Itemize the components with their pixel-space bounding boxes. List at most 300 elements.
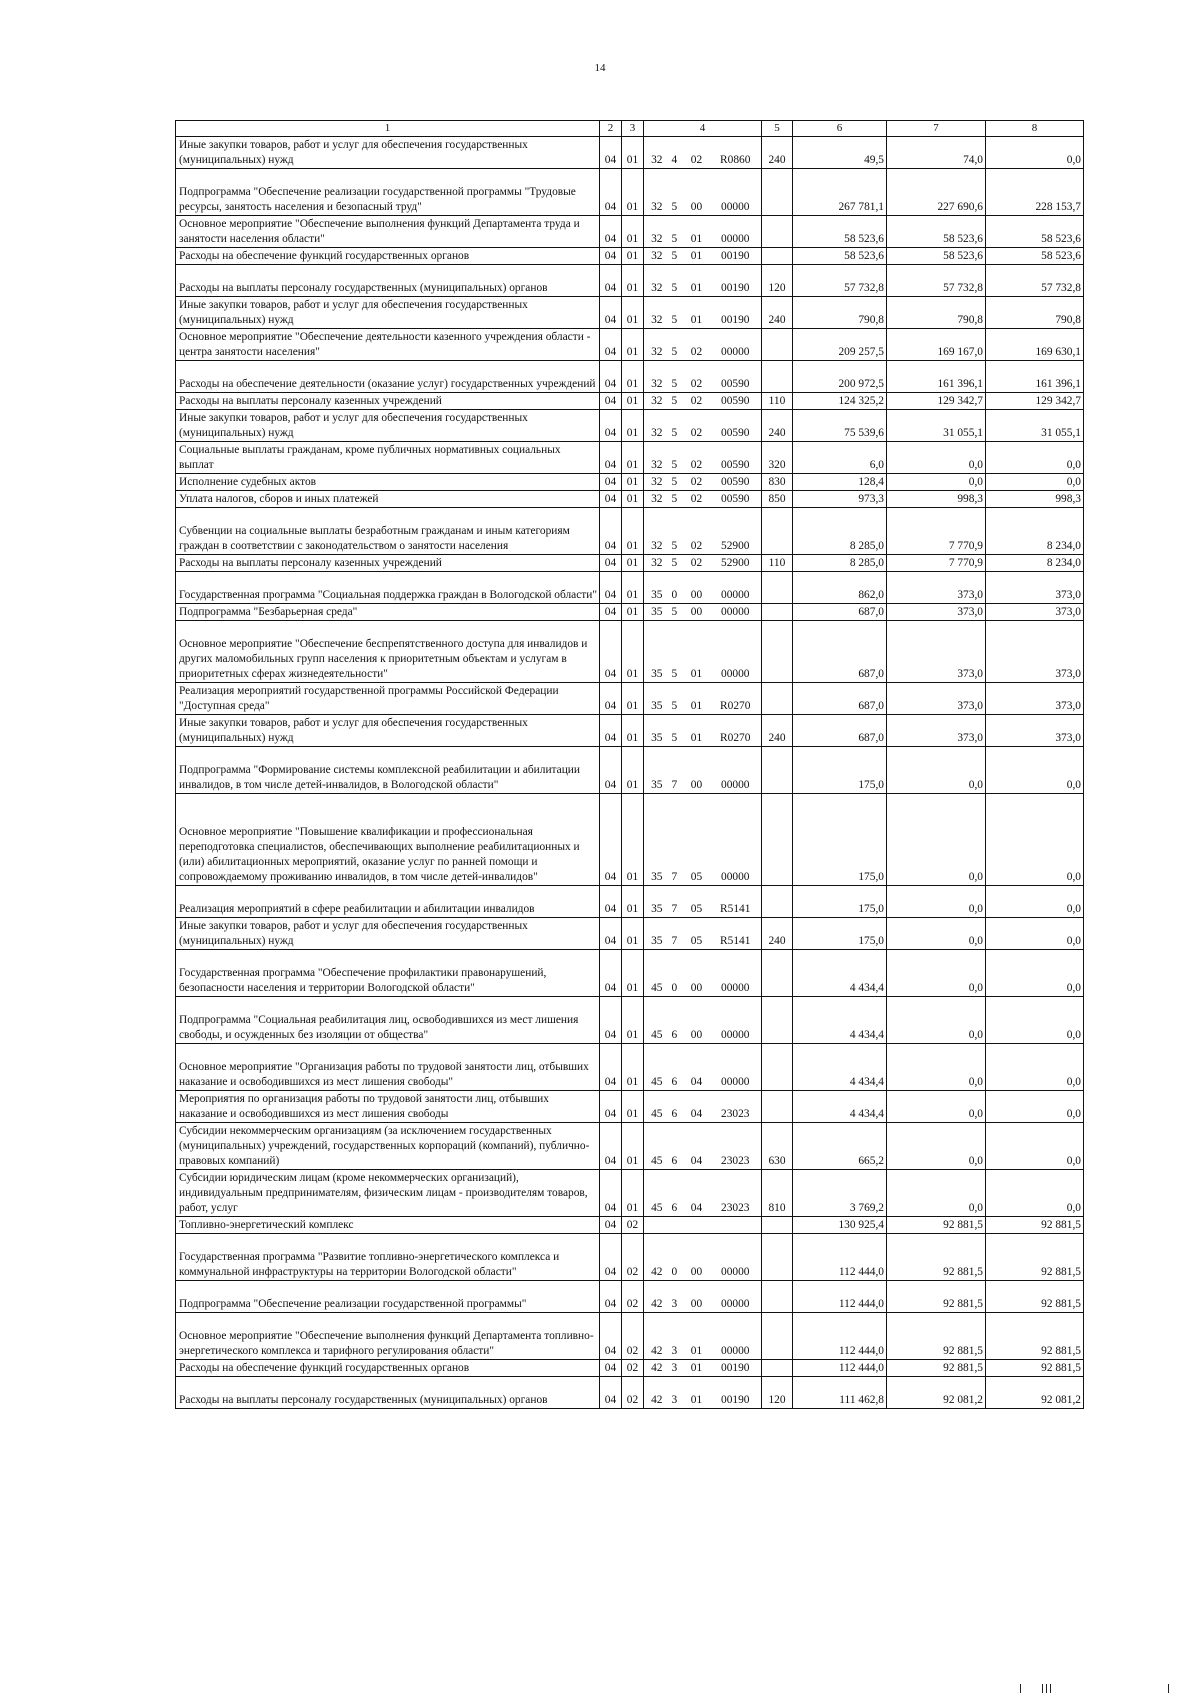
section-code: 01 xyxy=(622,1044,644,1091)
amount-year-1: 665,2 xyxy=(793,1123,887,1170)
section-code: 01 xyxy=(622,794,644,886)
subprogram-code: 7 xyxy=(668,747,684,794)
direction-code: 00000 xyxy=(710,604,762,621)
subprogram-code: 6 xyxy=(668,1091,684,1123)
amount-year-1: 112 444,0 xyxy=(793,1281,887,1313)
amount-year-3: 31 055,1 xyxy=(986,410,1084,442)
section-code: 02 xyxy=(622,1313,644,1360)
subprogram-code: 7 xyxy=(668,918,684,950)
amount-year-2: 373,0 xyxy=(887,715,986,747)
row-name: Основное мероприятие "Обеспечение выполнения функций Департамента труда и занятости населения области" xyxy=(176,216,600,248)
subprogram-code: 5 xyxy=(668,604,684,621)
amount-year-1: 124 325,2 xyxy=(793,393,887,410)
subprogram-code: 5 xyxy=(668,169,684,216)
scan-corner-marks xyxy=(1020,1683,1170,1693)
expense-type-code xyxy=(762,794,793,886)
amount-year-2: 0,0 xyxy=(887,474,986,491)
program-code: 45 xyxy=(644,1170,668,1217)
table-row xyxy=(176,329,1084,361)
amount-year-1: 49,5 xyxy=(793,137,887,169)
subprogram-code: 5 xyxy=(668,265,684,297)
activity-code: 00 xyxy=(684,997,710,1044)
expense-type-code xyxy=(762,248,793,265)
expense-type-code: 120 xyxy=(762,265,793,297)
amount-year-3: 790,8 xyxy=(986,297,1084,329)
section-code: 02 xyxy=(622,1281,644,1313)
section-code: 01 xyxy=(622,442,644,474)
table-row xyxy=(176,1123,1084,1170)
subprogram-code: 7 xyxy=(668,886,684,918)
section-code: 01 xyxy=(622,886,644,918)
row-name: Расходы на выплаты персоналу казенных учреждений xyxy=(176,555,600,572)
activity-code: 01 xyxy=(684,265,710,297)
section-code: 02 xyxy=(622,1234,644,1281)
amount-year-2: 74,0 xyxy=(887,137,986,169)
amount-year-1: 130 925,4 xyxy=(793,1217,887,1234)
expense-type-code xyxy=(762,508,793,555)
section-code: 02 xyxy=(622,1377,644,1409)
expense-type-code xyxy=(762,604,793,621)
expense-type-code xyxy=(762,1044,793,1091)
amount-year-1: 112 444,0 xyxy=(793,1313,887,1360)
subprogram-code: 6 xyxy=(668,1170,684,1217)
activity-code: 02 xyxy=(684,474,710,491)
subprogram-code: 6 xyxy=(668,1044,684,1091)
section-code: 01 xyxy=(622,410,644,442)
subprogram-code: 5 xyxy=(668,491,684,508)
direction-code: 00000 xyxy=(710,621,762,683)
direction-code: 00000 xyxy=(710,572,762,604)
header-cell: 3 xyxy=(622,121,644,137)
activity-code: 02 xyxy=(684,329,710,361)
row-name: Основное мероприятие "Обеспечение деятельности казенного учреждения области - центра занятости населения" xyxy=(176,329,600,361)
table-row xyxy=(176,1044,1084,1091)
program-code: 42 xyxy=(644,1281,668,1313)
section-code: 01 xyxy=(622,491,644,508)
amount-year-1: 112 444,0 xyxy=(793,1360,887,1377)
amount-year-3: 92 881,5 xyxy=(986,1234,1084,1281)
section-code: 01 xyxy=(622,621,644,683)
amount-year-3: 0,0 xyxy=(986,137,1084,169)
amount-year-3: 0,0 xyxy=(986,474,1084,491)
section-code: 02 xyxy=(622,1360,644,1377)
amount-year-1: 267 781,1 xyxy=(793,169,887,216)
chapter-code: 04 xyxy=(600,886,622,918)
direction-code: 00000 xyxy=(710,997,762,1044)
amount-year-1: 58 523,6 xyxy=(793,216,887,248)
table-row xyxy=(176,248,1084,265)
amount-year-2: 0,0 xyxy=(887,1044,986,1091)
program-code: 32 xyxy=(644,248,668,265)
amount-year-3: 0,0 xyxy=(986,1044,1084,1091)
section-code: 01 xyxy=(622,216,644,248)
amount-year-3: 58 523,6 xyxy=(986,216,1084,248)
expense-type-code xyxy=(762,747,793,794)
table-row xyxy=(176,297,1084,329)
amount-year-3: 0,0 xyxy=(986,794,1084,886)
activity-code: 00 xyxy=(684,572,710,604)
program-code: 32 xyxy=(644,491,668,508)
table-row xyxy=(176,265,1084,297)
row-name: Основное мероприятие "Обеспечение выполнения функций Департамента топливно-энергетического комплекса и тарифного регулирования области" xyxy=(176,1313,600,1360)
table-row xyxy=(176,715,1084,747)
program-code: 35 xyxy=(644,572,668,604)
amount-year-1: 687,0 xyxy=(793,715,887,747)
table-row xyxy=(176,1170,1084,1217)
direction-code: 00000 xyxy=(710,950,762,997)
section-code: 01 xyxy=(622,1123,644,1170)
amount-year-3: 92 881,5 xyxy=(986,1360,1084,1377)
amount-year-2: 0,0 xyxy=(887,997,986,1044)
direction-code: 00000 xyxy=(710,794,762,886)
expense-type-code xyxy=(762,169,793,216)
activity-code: 01 xyxy=(684,216,710,248)
amount-year-1: 175,0 xyxy=(793,886,887,918)
subprogram-code: 5 xyxy=(668,361,684,393)
row-name: Топливно-энергетический комплекс xyxy=(176,1217,600,1234)
amount-year-3: 161 396,1 xyxy=(986,361,1084,393)
program-code: 32 xyxy=(644,410,668,442)
budget-table xyxy=(175,120,1084,1409)
amount-year-1: 687,0 xyxy=(793,621,887,683)
amount-year-1: 57 732,8 xyxy=(793,265,887,297)
expense-type-code: 110 xyxy=(762,555,793,572)
direction-code: R0270 xyxy=(710,715,762,747)
chapter-code: 04 xyxy=(600,1044,622,1091)
expense-type-code xyxy=(762,683,793,715)
subprogram-code: 3 xyxy=(668,1281,684,1313)
program-code: 32 xyxy=(644,265,668,297)
chapter-code: 04 xyxy=(600,997,622,1044)
direction-code: 00000 xyxy=(710,1234,762,1281)
program-code: 32 xyxy=(644,393,668,410)
activity-code: 04 xyxy=(684,1123,710,1170)
direction-code: R5141 xyxy=(710,886,762,918)
row-name: Реализация мероприятий в сфере реабилитации и абилитации инвалидов xyxy=(176,886,600,918)
chapter-code: 04 xyxy=(600,474,622,491)
row-name: Государственная программа "Обеспечение профилактики правонарушений, безопасности населения и территории Вологодской области" xyxy=(176,950,600,997)
program-code: 45 xyxy=(644,1044,668,1091)
header-cell: 1 xyxy=(176,121,600,137)
activity-code: 05 xyxy=(684,886,710,918)
amount-year-3: 92 881,5 xyxy=(986,1281,1084,1313)
amount-year-2: 0,0 xyxy=(887,1170,986,1217)
direction-code: 00190 xyxy=(710,297,762,329)
section-code: 01 xyxy=(622,950,644,997)
expense-type-code: 630 xyxy=(762,1123,793,1170)
amount-year-3: 0,0 xyxy=(986,747,1084,794)
section-code: 01 xyxy=(622,474,644,491)
subprogram-code: 5 xyxy=(668,248,684,265)
activity-code: 00 xyxy=(684,1234,710,1281)
row-name: Расходы на выплаты персоналу государственных (муниципальных) органов xyxy=(176,265,600,297)
table-row xyxy=(176,683,1084,715)
direction-code: 00000 xyxy=(710,1281,762,1313)
expense-type-code xyxy=(762,1313,793,1360)
direction-code: 52900 xyxy=(710,508,762,555)
table-row xyxy=(176,1281,1084,1313)
direction-code: 00000 xyxy=(710,329,762,361)
amount-year-1: 4 434,4 xyxy=(793,1044,887,1091)
amount-year-1: 4 434,4 xyxy=(793,997,887,1044)
direction-code: 00000 xyxy=(710,1313,762,1360)
direction-code xyxy=(710,1217,762,1234)
section-code: 01 xyxy=(622,137,644,169)
chapter-code: 04 xyxy=(600,621,622,683)
subprogram-code: 6 xyxy=(668,997,684,1044)
activity-code: 02 xyxy=(684,137,710,169)
amount-year-1: 8 285,0 xyxy=(793,508,887,555)
program-code: 35 xyxy=(644,683,668,715)
table-row xyxy=(176,555,1084,572)
amount-year-2: 227 690,6 xyxy=(887,169,986,216)
subprogram-code: 0 xyxy=(668,572,684,604)
activity-code: 02 xyxy=(684,442,710,474)
row-name: Основное мероприятие "Организация работы по трудовой занятости лиц, отбывших наказание и освободившихся из мест лишения свободы" xyxy=(176,1044,600,1091)
activity-code: 02 xyxy=(684,393,710,410)
amount-year-1: 209 257,5 xyxy=(793,329,887,361)
amount-year-3: 92 081,2 xyxy=(986,1377,1084,1409)
expense-type-code: 240 xyxy=(762,297,793,329)
amount-year-2: 0,0 xyxy=(887,1123,986,1170)
amount-year-2: 373,0 xyxy=(887,621,986,683)
table-row xyxy=(176,572,1084,604)
row-name: Расходы на обеспечение функций государственных органов xyxy=(176,248,600,265)
amount-year-2: 7 770,9 xyxy=(887,555,986,572)
table-row xyxy=(176,474,1084,491)
activity-code: 00 xyxy=(684,169,710,216)
row-name: Основное мероприятие "Обеспечение беспрепятственного доступа для инвалидов и других маломобильных групп населения к приоритетным объектам и услугам в приоритетных сферах жизнедеятельности" xyxy=(176,621,600,683)
amount-year-3: 57 732,8 xyxy=(986,265,1084,297)
chapter-code: 04 xyxy=(600,918,622,950)
program-code: 45 xyxy=(644,1123,668,1170)
table-row xyxy=(176,1360,1084,1377)
subprogram-code: 6 xyxy=(668,1123,684,1170)
expense-type-code: 850 xyxy=(762,491,793,508)
section-code: 01 xyxy=(622,555,644,572)
row-name: Исполнение судебных актов xyxy=(176,474,600,491)
amount-year-1: 6,0 xyxy=(793,442,887,474)
direction-code: 00590 xyxy=(710,361,762,393)
amount-year-3: 228 153,7 xyxy=(986,169,1084,216)
direction-code: 00590 xyxy=(710,474,762,491)
expense-type-code xyxy=(762,621,793,683)
direction-code: 23023 xyxy=(710,1091,762,1123)
table-row xyxy=(176,1091,1084,1123)
row-name: Подпрограмма "Формирование системы комплексной реабилитации и абилитации инвалидов, в том числе детей-инвалидов, в Вологодской области" xyxy=(176,747,600,794)
section-code: 01 xyxy=(622,361,644,393)
amount-year-2: 58 523,6 xyxy=(887,248,986,265)
row-name: Мероприятия по организация работы по трудовой занятости лиц, отбывших наказание и освободившихся из мест лишения свободы xyxy=(176,1091,600,1123)
expense-type-code xyxy=(762,950,793,997)
amount-year-3: 58 523,6 xyxy=(986,248,1084,265)
direction-code: 00590 xyxy=(710,491,762,508)
amount-year-3: 998,3 xyxy=(986,491,1084,508)
expense-type-code: 320 xyxy=(762,442,793,474)
table-row xyxy=(176,997,1084,1044)
subprogram-code: 5 xyxy=(668,442,684,474)
chapter-code: 04 xyxy=(600,1091,622,1123)
amount-year-3: 0,0 xyxy=(986,918,1084,950)
activity-code: 01 xyxy=(684,683,710,715)
section-code: 01 xyxy=(622,918,644,950)
page-number: 14 xyxy=(594,62,606,74)
direction-code: 00590 xyxy=(710,410,762,442)
amount-year-2: 31 055,1 xyxy=(887,410,986,442)
activity-code: 04 xyxy=(684,1091,710,1123)
row-name: Подпрограмма "Безбарьерная среда" xyxy=(176,604,600,621)
program-code: 32 xyxy=(644,169,668,216)
activity-code: 00 xyxy=(684,1281,710,1313)
expense-type-code: 240 xyxy=(762,715,793,747)
amount-year-3: 373,0 xyxy=(986,683,1084,715)
activity-code: 00 xyxy=(684,950,710,997)
program-code: 35 xyxy=(644,747,668,794)
chapter-code: 04 xyxy=(600,1313,622,1360)
amount-year-2: 373,0 xyxy=(887,572,986,604)
section-code: 01 xyxy=(622,248,644,265)
row-name: Расходы на обеспечение деятельности (оказание услуг) государственных учреждений xyxy=(176,361,600,393)
table-row xyxy=(176,1234,1084,1281)
subprogram-code: 0 xyxy=(668,950,684,997)
expense-type-code: 110 xyxy=(762,393,793,410)
program-code: 32 xyxy=(644,137,668,169)
subprogram-code: 5 xyxy=(668,216,684,248)
subprogram-code: 3 xyxy=(668,1377,684,1409)
chapter-code: 04 xyxy=(600,1281,622,1313)
table-row xyxy=(176,918,1084,950)
amount-year-1: 973,3 xyxy=(793,491,887,508)
amount-year-2: 0,0 xyxy=(887,794,986,886)
chapter-code: 04 xyxy=(600,683,622,715)
amount-year-2: 92 881,5 xyxy=(887,1360,986,1377)
table-row xyxy=(176,442,1084,474)
amount-year-2: 161 396,1 xyxy=(887,361,986,393)
subprogram-code: 5 xyxy=(668,555,684,572)
header-cell: 7 xyxy=(887,121,986,137)
program-code: 42 xyxy=(644,1313,668,1360)
subprogram-code: 7 xyxy=(668,794,684,886)
chapter-code: 04 xyxy=(600,169,622,216)
table-row xyxy=(176,491,1084,508)
subprogram-code: 5 xyxy=(668,297,684,329)
row-name: Реализация мероприятий государственной программы Российской Федерации "Доступная среда" xyxy=(176,683,600,715)
row-name: Иные закупки товаров, работ и услуг для обеспечения государственных (муниципальных) нужд xyxy=(176,297,600,329)
direction-code: 00000 xyxy=(710,1044,762,1091)
chapter-code: 04 xyxy=(600,508,622,555)
section-code: 01 xyxy=(622,393,644,410)
expense-type-code xyxy=(762,572,793,604)
amount-year-2: 0,0 xyxy=(887,886,986,918)
amount-year-1: 8 285,0 xyxy=(793,555,887,572)
row-name: Государственная программа "Развитие топливно-энергетического комплекса и коммунальной инфраструктуры на территории Вологодской области" xyxy=(176,1234,600,1281)
amount-year-2: 0,0 xyxy=(887,918,986,950)
amount-year-1: 58 523,6 xyxy=(793,248,887,265)
activity-code: 01 xyxy=(684,248,710,265)
row-name: Иные закупки товаров, работ и услуг для обеспечения государственных (муниципальных) нужд xyxy=(176,137,600,169)
table-row xyxy=(176,1377,1084,1409)
program-code: 42 xyxy=(644,1360,668,1377)
row-name: Расходы на обеспечение функций государственных органов xyxy=(176,1360,600,1377)
subprogram-code xyxy=(668,1217,684,1234)
table-row xyxy=(176,216,1084,248)
table-row xyxy=(176,950,1084,997)
row-name: Подпрограмма "Социальная реабилитация лиц, освободившихся из мест лишения свободы, и осужденных без изоляции от общества" xyxy=(176,997,600,1044)
program-code: 32 xyxy=(644,329,668,361)
amount-year-3: 0,0 xyxy=(986,997,1084,1044)
chapter-code: 04 xyxy=(600,555,622,572)
row-name: Государственная программа "Социальная поддержка граждан в Вологодской области" xyxy=(176,572,600,604)
direction-code: 23023 xyxy=(710,1123,762,1170)
table-row xyxy=(176,621,1084,683)
amount-year-2: 373,0 xyxy=(887,604,986,621)
section-code: 01 xyxy=(622,297,644,329)
row-name: Социальные выплаты гражданам, кроме публичных нормативных социальных выплат xyxy=(176,442,600,474)
amount-year-3: 373,0 xyxy=(986,715,1084,747)
amount-year-3: 0,0 xyxy=(986,1091,1084,1123)
amount-year-3: 0,0 xyxy=(986,950,1084,997)
expense-type-code: 240 xyxy=(762,137,793,169)
header-row xyxy=(176,121,1084,137)
table-row xyxy=(176,886,1084,918)
amount-year-3: 169 630,1 xyxy=(986,329,1084,361)
amount-year-2: 169 167,0 xyxy=(887,329,986,361)
amount-year-1: 790,8 xyxy=(793,297,887,329)
amount-year-3: 92 881,5 xyxy=(986,1217,1084,1234)
program-code: 45 xyxy=(644,997,668,1044)
chapter-code: 04 xyxy=(600,604,622,621)
amount-year-2: 7 770,9 xyxy=(887,508,986,555)
subprogram-code: 4 xyxy=(668,137,684,169)
subprogram-code: 5 xyxy=(668,508,684,555)
chapter-code: 04 xyxy=(600,491,622,508)
program-code: 42 xyxy=(644,1234,668,1281)
section-code: 01 xyxy=(622,572,644,604)
direction-code: R0270 xyxy=(710,683,762,715)
direction-code: 00190 xyxy=(710,248,762,265)
direction-code: 00190 xyxy=(710,1360,762,1377)
table-row xyxy=(176,794,1084,886)
activity-code: 02 xyxy=(684,508,710,555)
table-row xyxy=(176,361,1084,393)
table-row xyxy=(176,747,1084,794)
direction-code: 00190 xyxy=(710,1377,762,1409)
chapter-code: 04 xyxy=(600,248,622,265)
row-name: Субвенции на социальные выплаты безработным гражданам и иным категориям граждан в соответствии с законодательством о занятости населения xyxy=(176,508,600,555)
chapter-code: 04 xyxy=(600,1217,622,1234)
amount-year-1: 75 539,6 xyxy=(793,410,887,442)
chapter-code: 04 xyxy=(600,361,622,393)
subprogram-code: 3 xyxy=(668,1360,684,1377)
amount-year-2: 0,0 xyxy=(887,747,986,794)
row-name: Иные закупки товаров, работ и услуг для обеспечения государственных (муниципальных) нужд xyxy=(176,410,600,442)
chapter-code: 04 xyxy=(600,329,622,361)
subprogram-code: 0 xyxy=(668,1234,684,1281)
expense-type-code xyxy=(762,329,793,361)
table-row xyxy=(176,393,1084,410)
expense-type-code xyxy=(762,1091,793,1123)
row-name: Уплата налогов, сборов и иных платежей xyxy=(176,491,600,508)
amount-year-3: 0,0 xyxy=(986,886,1084,918)
section-code: 01 xyxy=(622,683,644,715)
direction-code: R0860 xyxy=(710,137,762,169)
row-name: Расходы на выплаты персоналу государственных (муниципальных) органов xyxy=(176,1377,600,1409)
activity-code xyxy=(684,1217,710,1234)
activity-code: 01 xyxy=(684,1360,710,1377)
chapter-code: 04 xyxy=(600,137,622,169)
chapter-code: 04 xyxy=(600,1123,622,1170)
expense-type-code xyxy=(762,1217,793,1234)
